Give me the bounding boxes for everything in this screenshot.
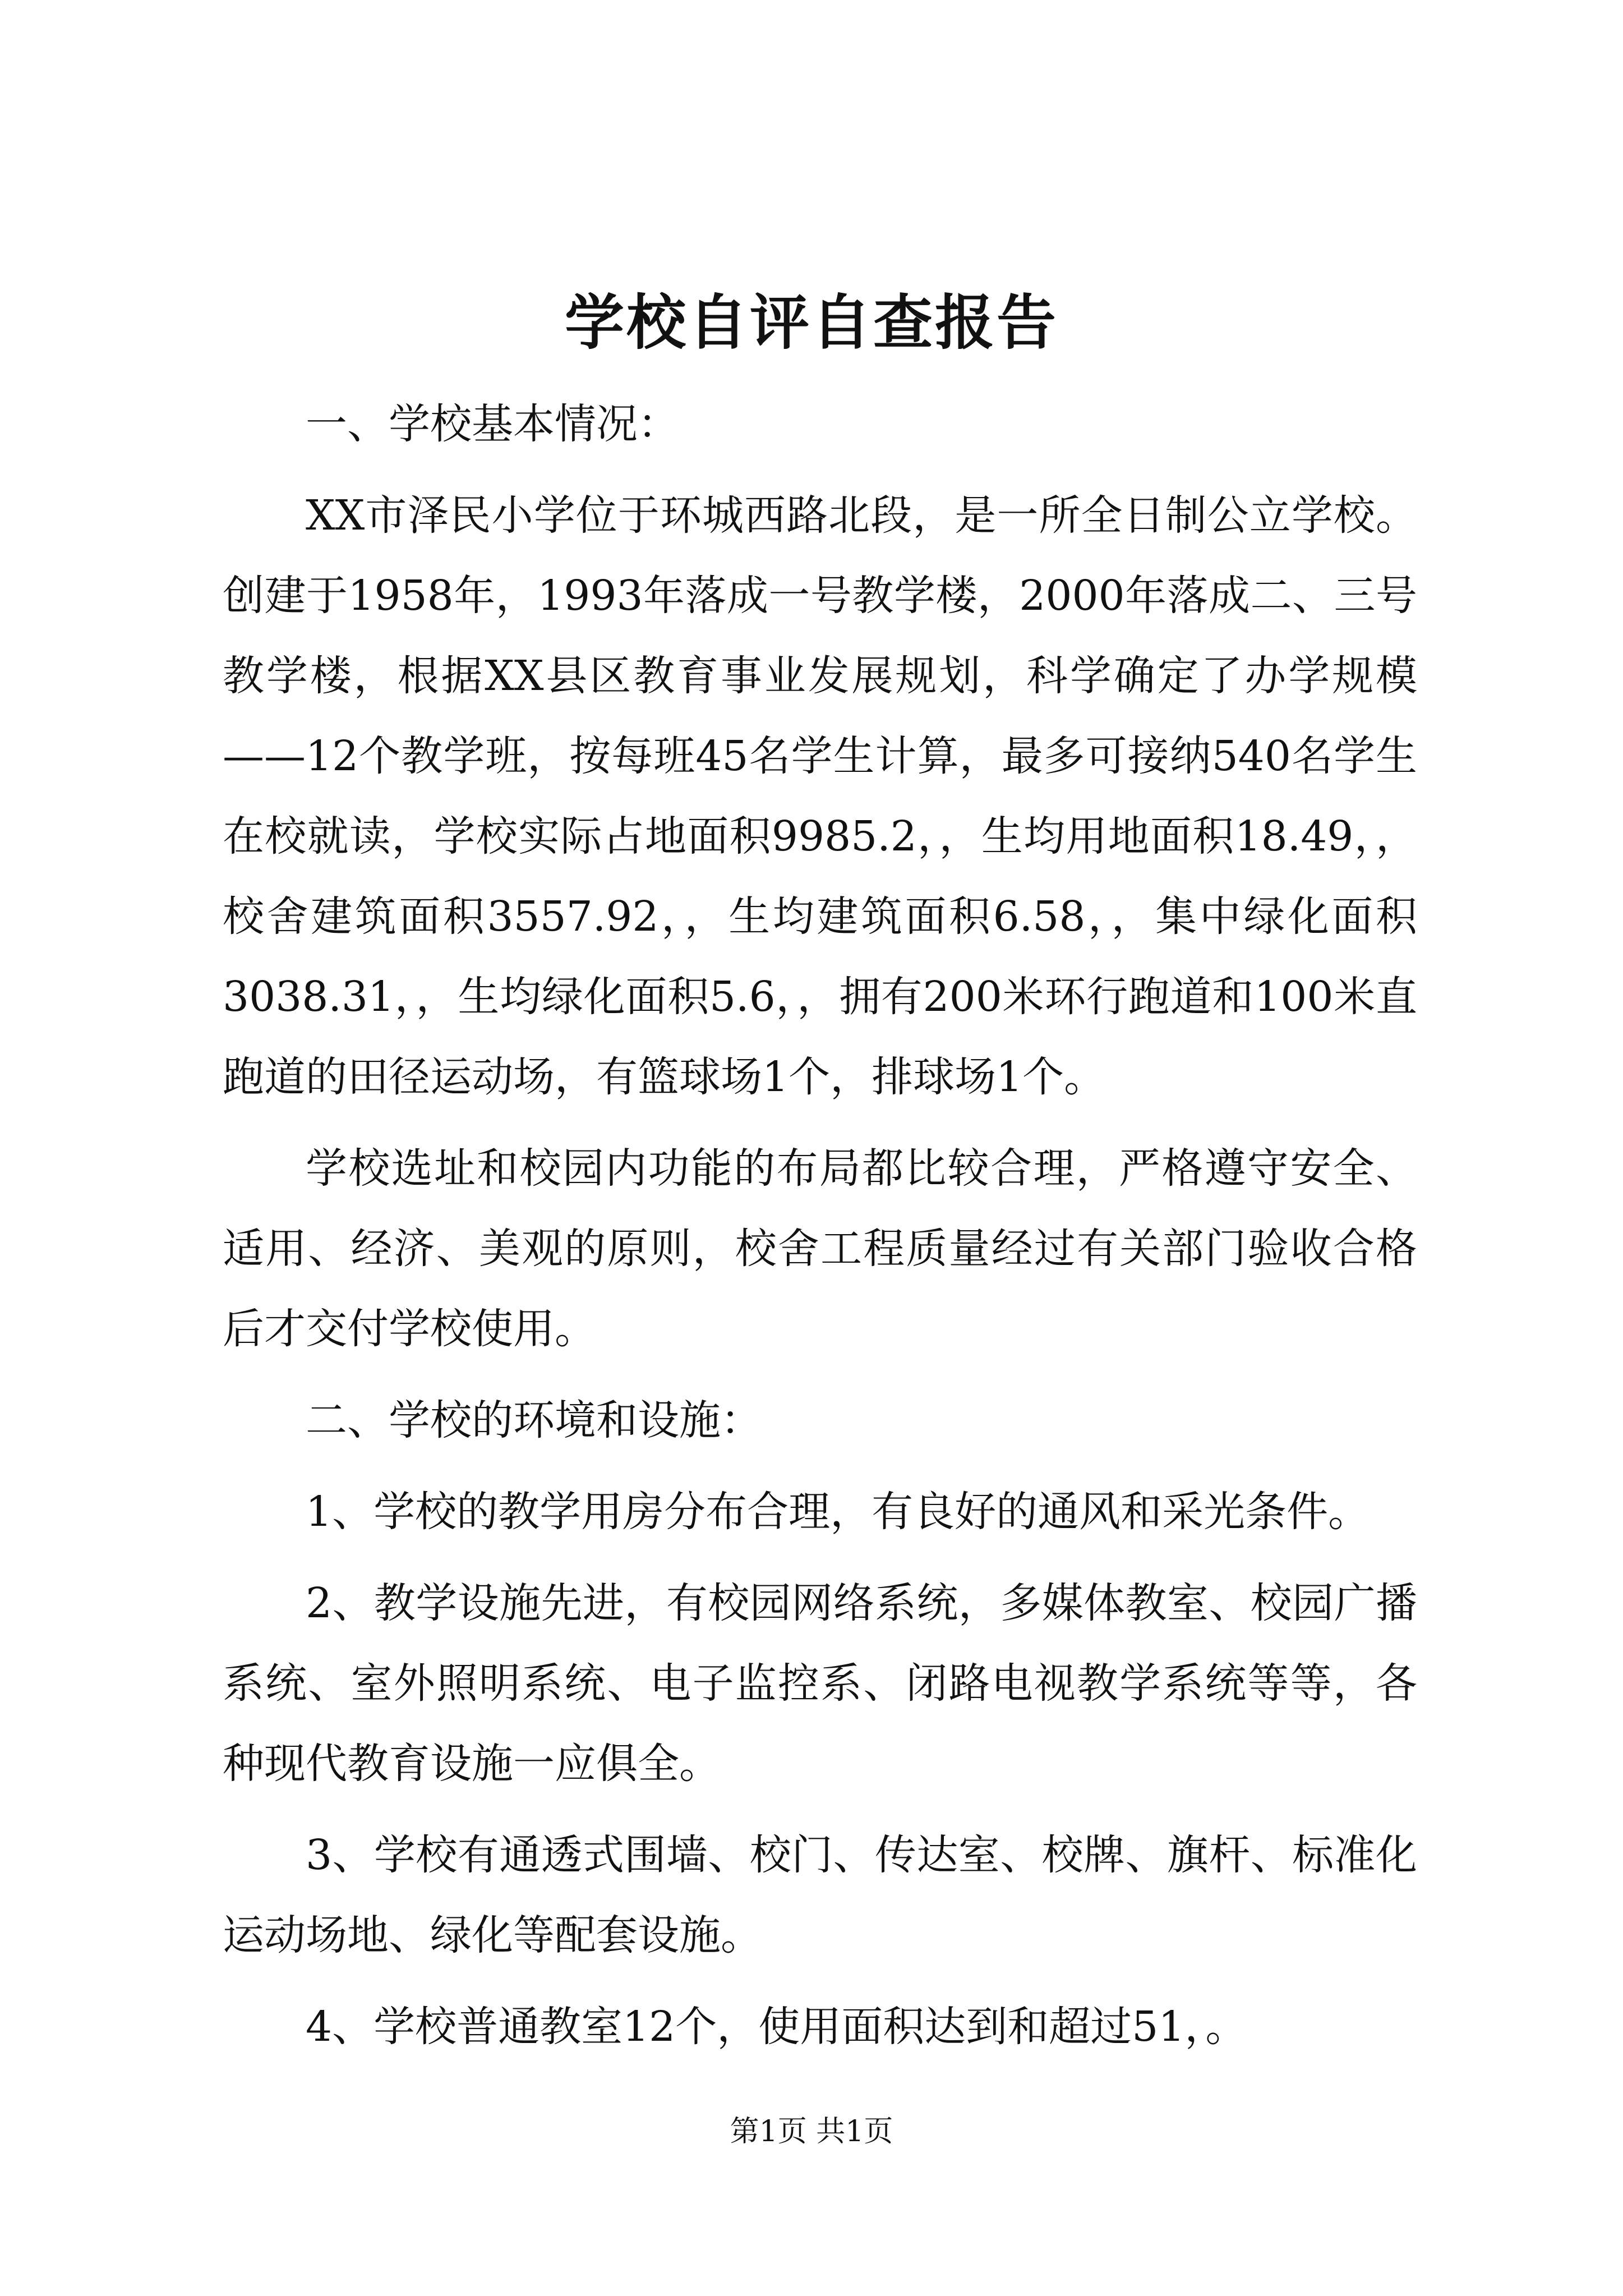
document-title: 学校自评自查报告	[565, 287, 1058, 357]
paragraph-school-overview: XX市泽民小学位于环城西路北段，是一所全日制公立学校。创建于1958年，1993年落成一号教学楼，2000年落成二、三号教学楼，根据XX县区教育事业发展规划，科学确定了办学规模——12个教学班，按每班45名学生计算，最多可接纳540名学生在校就读，学校实际占地面积9985.2，，生均用地面积18.49，，校舍建筑面积3557.92，，生均建筑面积6.58，，集中绿化面积3038.31，，生均绿化面积5.6，，拥有200米环行跑道和100米直跑道的田径运动场，有篮球场1个，排球场1个。	[223, 491, 1417, 1101]
document-body	[223, 384, 1417, 2067]
list-item-teaching-facilities: 2、教学设施先进，有校园网络系统，多媒体教室、校园广播系统、室外照明系统、电子监控系、闭路电视教学系统等等，各种现代教育设施一应俱全。	[223, 1579, 1417, 1788]
page-footer: 第1页 共1页	[730, 2115, 893, 2148]
list-item-supporting-facilities: 3、学校有通透式围墙、校门、传达室、校牌、旗杆、标准化运动场地、绿化等配套设施。	[223, 1831, 1417, 1959]
list-item-classrooms: 4、学校普通教室12个，使用面积达到和超过51，。	[306, 2003, 1247, 2051]
section-heading-environment: 二、学校的环境和设施：	[306, 1396, 762, 1444]
list-item-teaching-rooms: 1、学校的教学用房分布合理，有良好的通风和采光条件。	[306, 1488, 1370, 1536]
paragraph-site-layout: 学校选址和校园内功能的布局都比较合理，严格遵守安全、适用、经济、美观的原则，校舍工程质量经过有关部门验收合格后才交付学校使用。	[223, 1144, 1417, 1353]
section-heading-basic-info: 一、学校基本情况：	[306, 400, 679, 448]
